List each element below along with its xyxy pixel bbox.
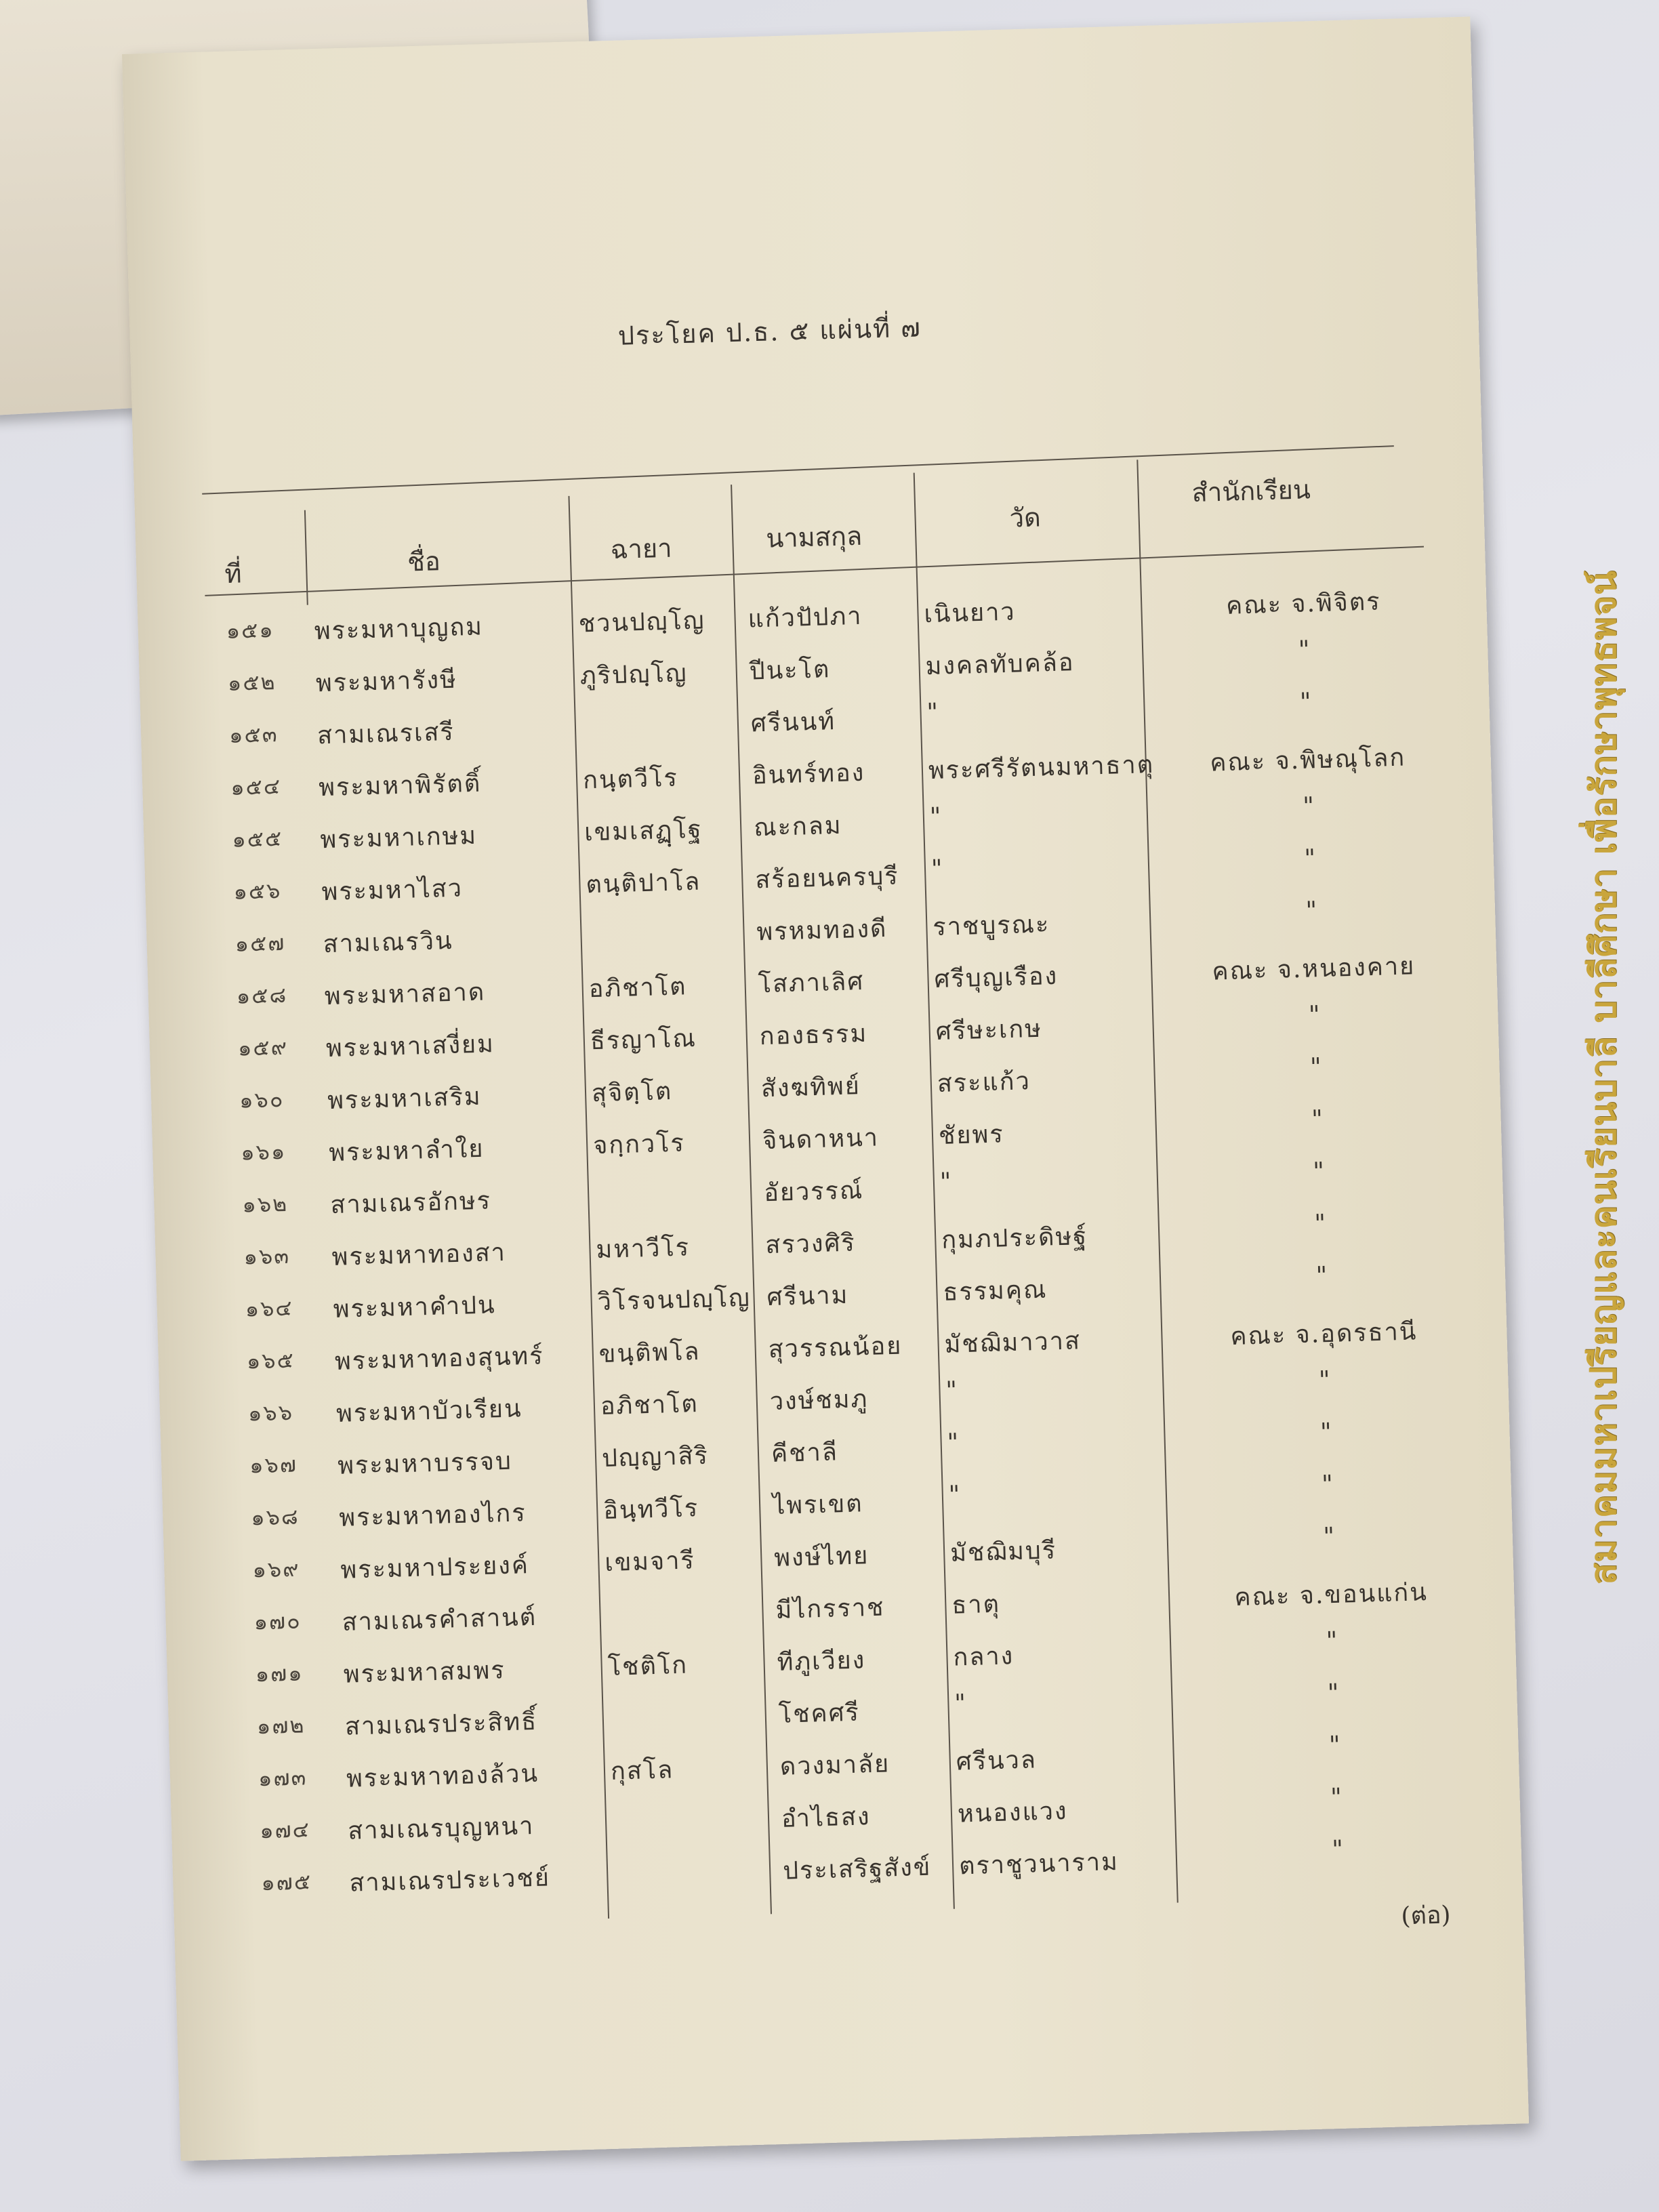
cell-temple: ศรีบุญเรือง (934, 962, 1059, 994)
cell-temple: ชัยพร (938, 1120, 1005, 1150)
cell-school: " (1322, 1522, 1336, 1551)
cell-no: ๑๖๐ (239, 1086, 285, 1113)
watermark-text: สมาคมมหาเปรียญและคนเรียนบาลี บาลีศึกษา เพื่อรักษาพุทธพจน์ (1583, 570, 1624, 1585)
cell-school: คณะ จ.หนองคาย (1211, 952, 1416, 986)
cell-surname: อำไธสง (781, 1803, 872, 1833)
cell-alias: วิโรจนปญฺโญ (597, 1284, 752, 1317)
cell-alias (587, 913, 750, 918)
cell-school: " (1303, 844, 1317, 873)
cell-name: พระมหาทองไกร (338, 1499, 527, 1532)
cell-no: ๑๕๗ (234, 929, 286, 957)
cell-alias: ขนฺติพโล (598, 1337, 701, 1369)
cell-surname: สร้อยนครบุรี (754, 862, 900, 895)
cell-surname: โสภาเลิศ (758, 967, 865, 999)
cell-school: " (1314, 1210, 1328, 1238)
cell-temple: เนินยาว (923, 598, 1017, 629)
cell-no: ๑๗๓ (258, 1764, 308, 1792)
cell-name: พระมหาสมพร (343, 1656, 506, 1689)
cell-no: ๑๖๘ (250, 1503, 300, 1531)
cell-temple: ศรีษะเกษ (935, 1015, 1043, 1046)
cell-surname: แก้วปัปภา (747, 602, 863, 634)
cell-name: พระมหาเกษม (319, 821, 478, 855)
cell-alias: กนฺตวีโร (582, 764, 679, 795)
cell-name: พระมหาเสริม (327, 1082, 483, 1115)
cell-alias (611, 1799, 774, 1804)
cell-surname: มีไกรราช (775, 1593, 885, 1624)
cell-surname: กองธรรม (759, 1019, 868, 1051)
cell-alias: อภิชาโต (588, 972, 688, 1004)
cell-temple: ธรรมคุณ (942, 1275, 1048, 1307)
cell-name: สามเณรอักษร (329, 1187, 492, 1220)
cell-school: " (1328, 1731, 1343, 1760)
cell-school: " (1330, 1783, 1344, 1812)
cell-school: " (1311, 1105, 1325, 1134)
cell-school: " (1318, 1366, 1332, 1395)
cell-no: ๑๖๑ (240, 1138, 287, 1166)
cell-alias: มหาวีโร (595, 1233, 691, 1265)
cell-name: พระมหาทองสุนทร์ (334, 1342, 545, 1376)
cell-alias: ตนฺติปาโล (585, 867, 701, 899)
cell-surname: พรหมทองดี (756, 914, 888, 947)
cell-temple: " (954, 1689, 968, 1718)
cell-name: พระมหารังษี (315, 665, 458, 698)
continued-note: (ต่อ) (1400, 1901, 1452, 1931)
cell-surname: อัยวรรณ์ (763, 1176, 864, 1208)
cell-surname: สุวรรณน้อย (768, 1332, 903, 1364)
cell-surname: คีชาลี (771, 1438, 839, 1469)
cell-school: " (1327, 1679, 1341, 1708)
cell-surname: สังฆทิพย์ (760, 1072, 861, 1103)
cell-surname: ศรีนาม (766, 1281, 849, 1312)
header-school: สำนักเรียน (1191, 474, 1311, 508)
cell-surname: พงษ์ไทย (773, 1542, 869, 1572)
cell-name: สามเณรวิน (323, 926, 454, 959)
cell-temple: " (926, 698, 940, 727)
cell-surname: อินทร์ทอง (752, 758, 865, 790)
cell-surname: โชคศรี (778, 1698, 861, 1729)
cell-name: สามเณรคำสานต์ (342, 1603, 537, 1637)
cell-temple: " (945, 1376, 959, 1405)
cell-school: " (1309, 1053, 1324, 1082)
cell-no: ๑๗๒ (256, 1712, 306, 1740)
cell-surname: ณะกลม (753, 811, 843, 842)
cell-alias: อภิชาโต (600, 1390, 699, 1421)
cell-temple: " (939, 1168, 954, 1196)
cell-alias: โชติโก (607, 1651, 689, 1681)
cell-no: ๑๕๔ (230, 773, 282, 800)
cell-name: พระมหาบรรจบ (337, 1447, 513, 1480)
cell-school: " (1331, 1835, 1345, 1864)
cell-temple: " (929, 802, 943, 832)
cell-name: พระมหาสอาด (324, 978, 486, 1011)
cell-no: ๑๖๖ (247, 1399, 294, 1427)
cell-temple: มัชฌิมบุรี (949, 1536, 1057, 1568)
cell-school: " (1321, 1470, 1335, 1499)
cell-temple: ราชบูรณะ (932, 910, 1050, 942)
cell-no: ๑๕๑ (226, 617, 275, 644)
cell-no: ๑๗๕ (260, 1868, 312, 1896)
cell-alias: ปญฺญาสิริ (601, 1441, 710, 1473)
cell-school: " (1326, 1626, 1339, 1656)
cell-no: ๑๕๓ (228, 720, 279, 748)
cell-temple: หนองแวง (957, 1797, 1069, 1828)
cell-name: พระมหาบัวเรียน (335, 1395, 523, 1428)
cell-school: " (1319, 1418, 1334, 1447)
cell-temple: ธาตุ (951, 1590, 1001, 1620)
header-alias: ฉายา (610, 533, 673, 565)
cell-name: พระมหาไสว (321, 874, 464, 907)
cell-temple: กุมภประดิษฐ์ (941, 1222, 1088, 1254)
cell-no: ๑๕๖ (233, 877, 282, 905)
cell-alias: เขมจารี (604, 1547, 696, 1577)
cell-name: พระมหาบุญถม (314, 613, 484, 646)
cell-alias (609, 1695, 771, 1700)
cell-name: พระมหาพิรัตติ์ (318, 769, 482, 802)
cell-temple: ศรีนวล (956, 1746, 1038, 1776)
cell-name: พระมหาทองสา (331, 1238, 507, 1272)
header-surname: นามสกุล (765, 520, 863, 554)
cell-name: พระมหาคำปน (333, 1291, 497, 1324)
cell-name: พระมหาลำใย (328, 1134, 485, 1168)
cell-no: ๑๗๐ (253, 1607, 302, 1635)
cell-no: ๑๖๗ (249, 1451, 298, 1479)
cell-school: " (1298, 636, 1312, 664)
cell-temple: " (947, 1429, 960, 1457)
watermark (1576, 447, 1630, 1708)
cell-temple: มงคลทับคล้อ (925, 649, 1075, 681)
cell-temple: กลาง (952, 1642, 1015, 1672)
cell-alias: เขมเสฏฺโฐ (583, 815, 703, 847)
cell-alias: ชวนปญฺโญ (578, 607, 706, 638)
cell-school: " (1299, 688, 1313, 716)
cell-surname: สรวงศิริ (764, 1229, 857, 1260)
cell-name: พระมหาเสงี่ยม (325, 1030, 495, 1063)
cell-alias: สุจิตฺโต (591, 1077, 673, 1108)
cell-no: ๑๖๙ (251, 1555, 301, 1583)
cell-alias: จกฺกวโร (592, 1129, 686, 1160)
cell-name: สามเณรประสิทธิ์ (344, 1707, 538, 1741)
cell-school: คณะ จ.พิษณุโลก (1209, 743, 1406, 777)
cell-no: ๑๖๓ (243, 1242, 291, 1270)
cell-temple: " (948, 1481, 962, 1509)
cell-name: สามเณรเสรี (316, 718, 455, 750)
cell-temple: พระศรีรัตนมหาธาตุ (928, 750, 1155, 785)
cell-no: ๑๗๔ (259, 1816, 311, 1844)
cell-no: ๑๖๒ (241, 1190, 289, 1218)
cell-alias: อินฺทวีโร (602, 1494, 699, 1525)
cell-surname: ไพรเขต (772, 1490, 864, 1521)
cell-no: ๑๕๙ (237, 1033, 289, 1061)
header-no: ที่ (224, 558, 243, 590)
cell-school: คณะ จ.ขอนแก่น (1234, 1578, 1429, 1612)
cell-surname: วงษ์ชมภู (769, 1385, 869, 1416)
cell-surname: ศรีนนท์ (750, 707, 836, 738)
cell-temple: ตราชูวนาราม (958, 1847, 1120, 1881)
header-name: ชื่อ (407, 546, 441, 577)
cell-surname: ปีนะโต (749, 655, 831, 686)
cell-surname: จินดาหนา (762, 1124, 880, 1155)
cell-alias: ภูริปญฺโญ (579, 659, 689, 691)
cell-alias (581, 704, 743, 709)
cell-school: คณะ จ.พิจิตร (1225, 588, 1382, 620)
cell-no: ๑๕๒ (227, 669, 277, 696)
cell-school: " (1302, 792, 1316, 821)
cell-school: " (1315, 1262, 1329, 1290)
cell-alias (594, 1173, 757, 1178)
cell-school: " (1312, 1158, 1326, 1186)
cell-alias (606, 1591, 769, 1595)
cell-no: ๑๕๘ (236, 981, 288, 1009)
cell-school: " (1308, 1001, 1322, 1029)
cell-temple: มัชฌิมาวาส (944, 1327, 1082, 1359)
cell-no: ๑๖๔ (245, 1294, 294, 1322)
cell-temple: " (930, 855, 945, 884)
cell-no: ๑๕๕ (231, 825, 283, 853)
document-page (122, 16, 1529, 2160)
cell-name: สามเณรประเวชย์ (348, 1864, 551, 1898)
cell-surname: ประเสริฐสังข์ (782, 1853, 932, 1885)
cell-alias: กุสโล (610, 1756, 674, 1786)
cell-no: ๑๖๕ (246, 1347, 295, 1374)
header-temple: วัด (1009, 502, 1042, 533)
cell-name: สามเณรบุญหนา (347, 1812, 535, 1845)
page-title: ประโยค ป.ธ. ๕ แผ่นที่ ๗ (617, 312, 922, 351)
cell-name: พระมหาประยงค์ (340, 1551, 530, 1584)
cell-name: พระมหาทองล้วน (346, 1759, 539, 1793)
cell-school: คณะ จ.อุดรธานี (1229, 1317, 1418, 1351)
cell-surname: ทีภูเวียง (777, 1646, 866, 1677)
cell-temple: สระแก้ว (937, 1067, 1031, 1098)
cell-surname: ดวงมาลัย (779, 1750, 890, 1781)
cell-school: " (1305, 897, 1319, 925)
cell-no: ๑๗๑ (255, 1660, 304, 1687)
cell-alias (613, 1851, 776, 1856)
cell-alias: ธีรญาโณ (590, 1024, 697, 1056)
